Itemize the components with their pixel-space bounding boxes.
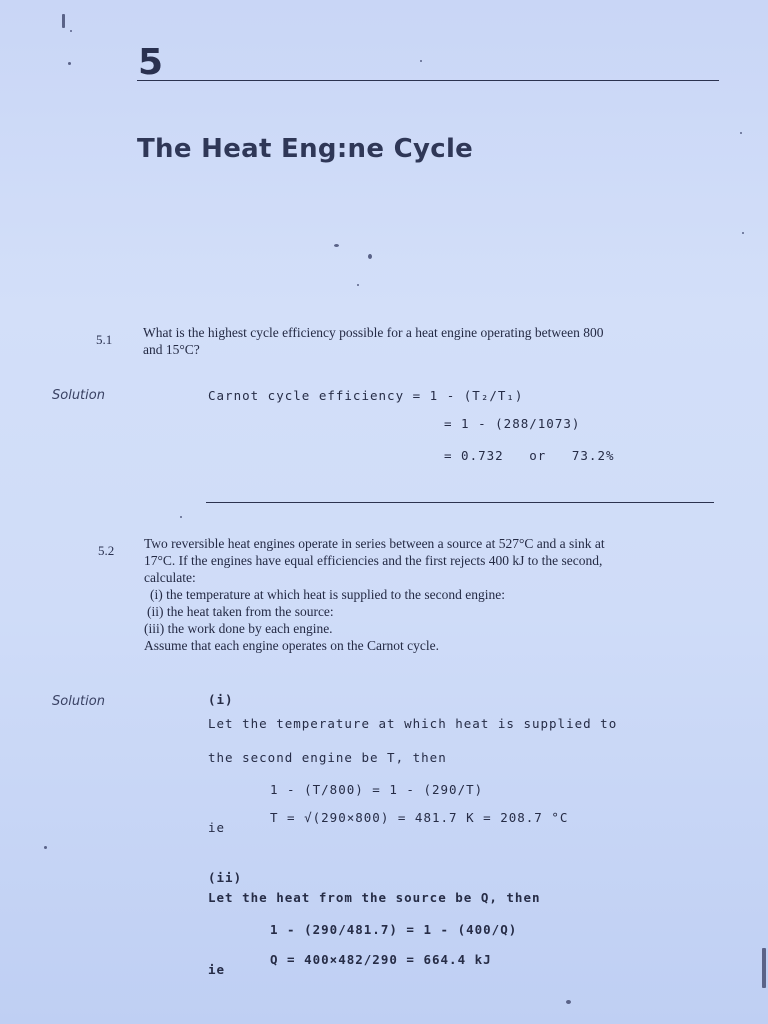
question-line: What is the highest cycle efficiency possible for a heat engine operating between 800 (143, 325, 604, 340)
section-rule (206, 502, 714, 503)
question-line: 17°C. If the engines have equal efficiencies and the first rejects 400 kJ to the second, (144, 553, 603, 568)
question-line: calculate: (144, 570, 196, 585)
solution-line: Let the temperature at which heat is supplied to (208, 716, 618, 731)
speck (44, 846, 47, 849)
ie-label: ie (208, 820, 226, 835)
solution-line: Carnot cycle efficiency = 1 - (T₂/T₁) (208, 388, 524, 403)
question-text (144, 535, 605, 654)
speck (420, 60, 422, 62)
speck (180, 516, 182, 518)
question-line: (iii) the work done by each engine. (144, 621, 333, 636)
speck (68, 62, 71, 65)
speck (566, 1000, 571, 1004)
equation: 1 - (T/800) = 1 - (290/T) (270, 782, 484, 797)
solution-line: Let the heat from the source be Q, then (208, 890, 541, 905)
question-number: 5.2 (98, 543, 115, 558)
speck (368, 254, 372, 259)
chapter-title: The Heat Eng:ne Cycle (137, 134, 474, 164)
question-text (143, 324, 603, 358)
question-line: (i) the temperature at which heat is supplied to the second engine: (150, 587, 506, 602)
solution-label: Solution (52, 694, 105, 709)
speck (70, 30, 72, 32)
part-label: (i) (208, 692, 234, 707)
ie-label: ie (208, 962, 226, 977)
speck (740, 132, 742, 134)
equation: 1 - (290/481.7) = 1 - (400/Q) (270, 922, 518, 937)
speck (334, 244, 339, 247)
question-line: and 15°C? (143, 342, 200, 357)
part-label: (ii) (208, 870, 243, 885)
solution-line: = 1 - (288/1073) (444, 416, 581, 431)
chapter-number: 5 (138, 42, 164, 83)
speck (742, 232, 744, 234)
question-line: (ii) the heat taken from the source: (147, 604, 334, 619)
header-rule (137, 80, 719, 81)
question-line: Two reversible heat engines operate in series between a source at 527°C and a sink at (144, 536, 605, 551)
solution-line: the second engine be T, then (208, 750, 447, 765)
speck (62, 14, 65, 28)
solution-line: = 0.732 or 73.2% (444, 448, 615, 463)
speck (357, 284, 359, 286)
question-number: 5.1 (96, 332, 113, 347)
equation: T = √(290×800) = 481.7 K = 208.7 °C (270, 810, 569, 825)
speck (762, 948, 766, 988)
solution-label: Solution (52, 388, 105, 403)
equation: Q = 400×482/290 = 664.4 kJ (270, 952, 492, 967)
question-line: Assume that each engine operates on the Carnot cycle. (144, 638, 440, 653)
